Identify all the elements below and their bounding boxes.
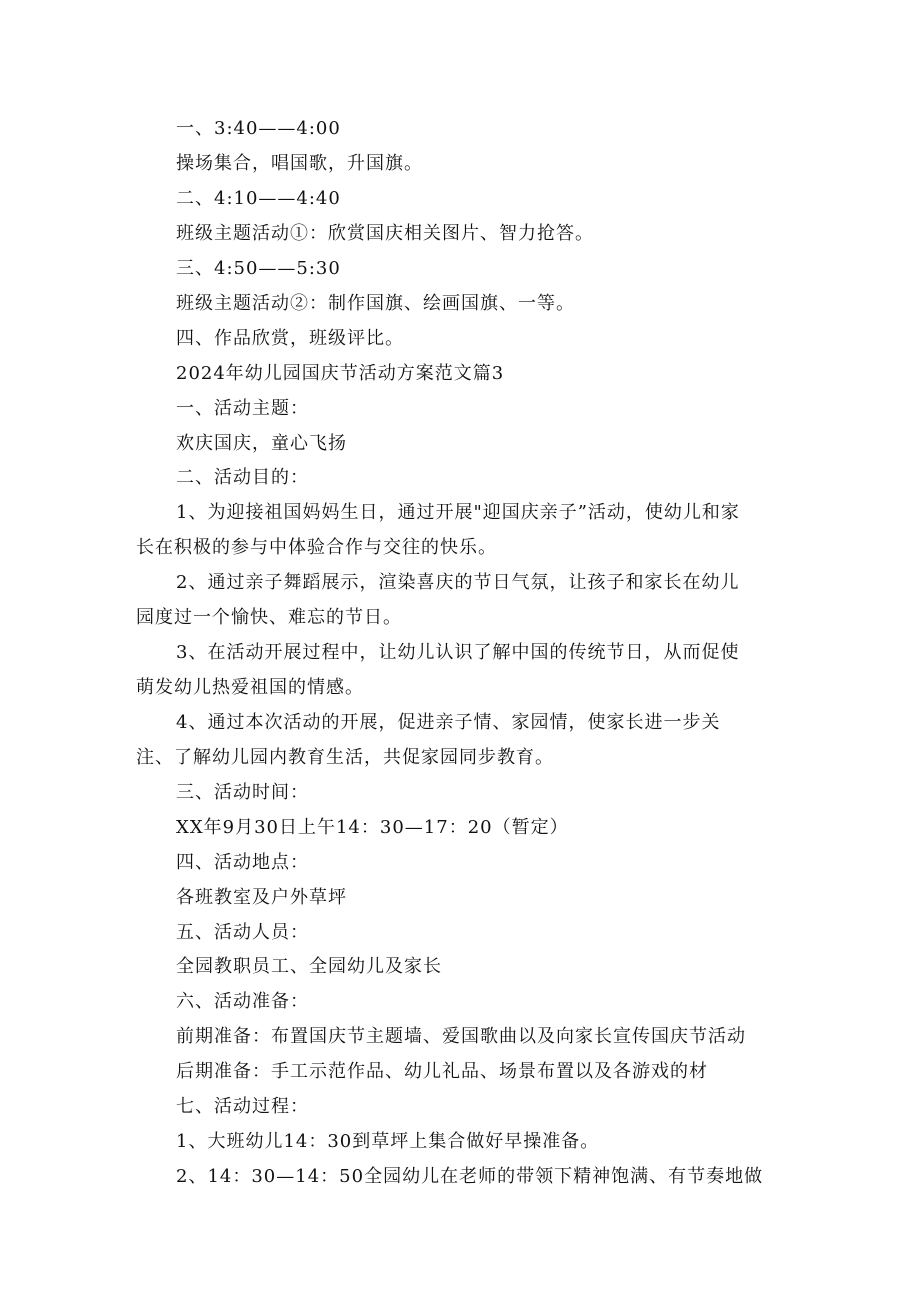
paragraph-line: 班级主题活动①：欣赏国庆相关图片、智力抢答。: [176, 223, 594, 244]
document-title: 2024年幼儿园国庆节活动方案范文篇3: [176, 363, 505, 384]
section-heading-time-2: 二、4:10——4:40: [176, 188, 341, 209]
paragraph-line: 1、为迎接祖国妈妈生日，通过开展"迎国庆亲子”活动，使幼儿和家: [176, 502, 740, 523]
paragraph-line: 长在积极的参与中体验合作与交往的快乐。: [136, 537, 497, 558]
paragraph-line: 操场集合，唱国歌，升国旗。: [176, 153, 423, 174]
paragraph-line: 前期准备：布置国庆节主题墙、爱国歌曲以及向家长宣传国庆节活动: [176, 1026, 746, 1047]
paragraph-line: 园度过一个愉快、难忘的节日。: [136, 607, 402, 628]
paragraph-line: 各班教室及户外草坪: [176, 887, 347, 908]
paragraph-line: 班级主题活动②：制作国旗、绘画国旗、一等。: [176, 293, 575, 314]
paragraph-line: 2、通过亲子舞蹈展示，渲染喜庆的节日气氛，让孩子和家长在幼儿: [176, 572, 740, 593]
section-heading: 二、活动目的：: [176, 467, 309, 488]
paragraph-line: 注、了解幼儿园内教育生活，共促家园同步教育。: [136, 747, 554, 768]
section-heading: 三、活动时间：: [176, 782, 309, 803]
paragraph-line: 1、大班幼儿14：30到草坪上集合做好早操准备。: [176, 1131, 600, 1152]
paragraph-line: 萌发幼儿热爱祖国的情感。: [136, 677, 364, 698]
section-heading: 七、活动过程：: [176, 1096, 309, 1117]
paragraph-line: 后期准备：手工示范作品、幼儿礼品、场景布置以及各游戏的材: [176, 1061, 708, 1082]
paragraph-line: XX年9月30日上午14：30—17：20（暂定）: [176, 817, 569, 838]
section-heading-time-1: 一、3:40——4:00: [176, 118, 341, 139]
paragraph-line: 4、通过本次活动的开展，促进亲子情、家园情，使家长进一步关: [176, 712, 721, 733]
section-heading: 一、活动主题：: [176, 398, 309, 419]
paragraph-line: 2、14：30—14：50全园幼儿在老师的带领下精神饱满、有节奏地做: [176, 1166, 764, 1187]
section-heading: 六、活动准备：: [176, 991, 309, 1012]
section-heading-time-3: 三、4:50——5:30: [176, 258, 341, 279]
section-heading: 五、活动人员：: [176, 922, 309, 943]
paragraph-line: 3、在活动开展过程中，让幼儿认识了解中国的传统节日，从而促使: [176, 642, 740, 663]
paragraph-line: 四、作品欣赏，班级评比。: [176, 328, 404, 349]
section-heading: 四、活动地点：: [176, 852, 309, 873]
paragraph-line: 欢庆国庆，童心飞扬: [176, 433, 347, 454]
paragraph-line: 全园教职员工、全园幼儿及家长: [176, 956, 442, 977]
